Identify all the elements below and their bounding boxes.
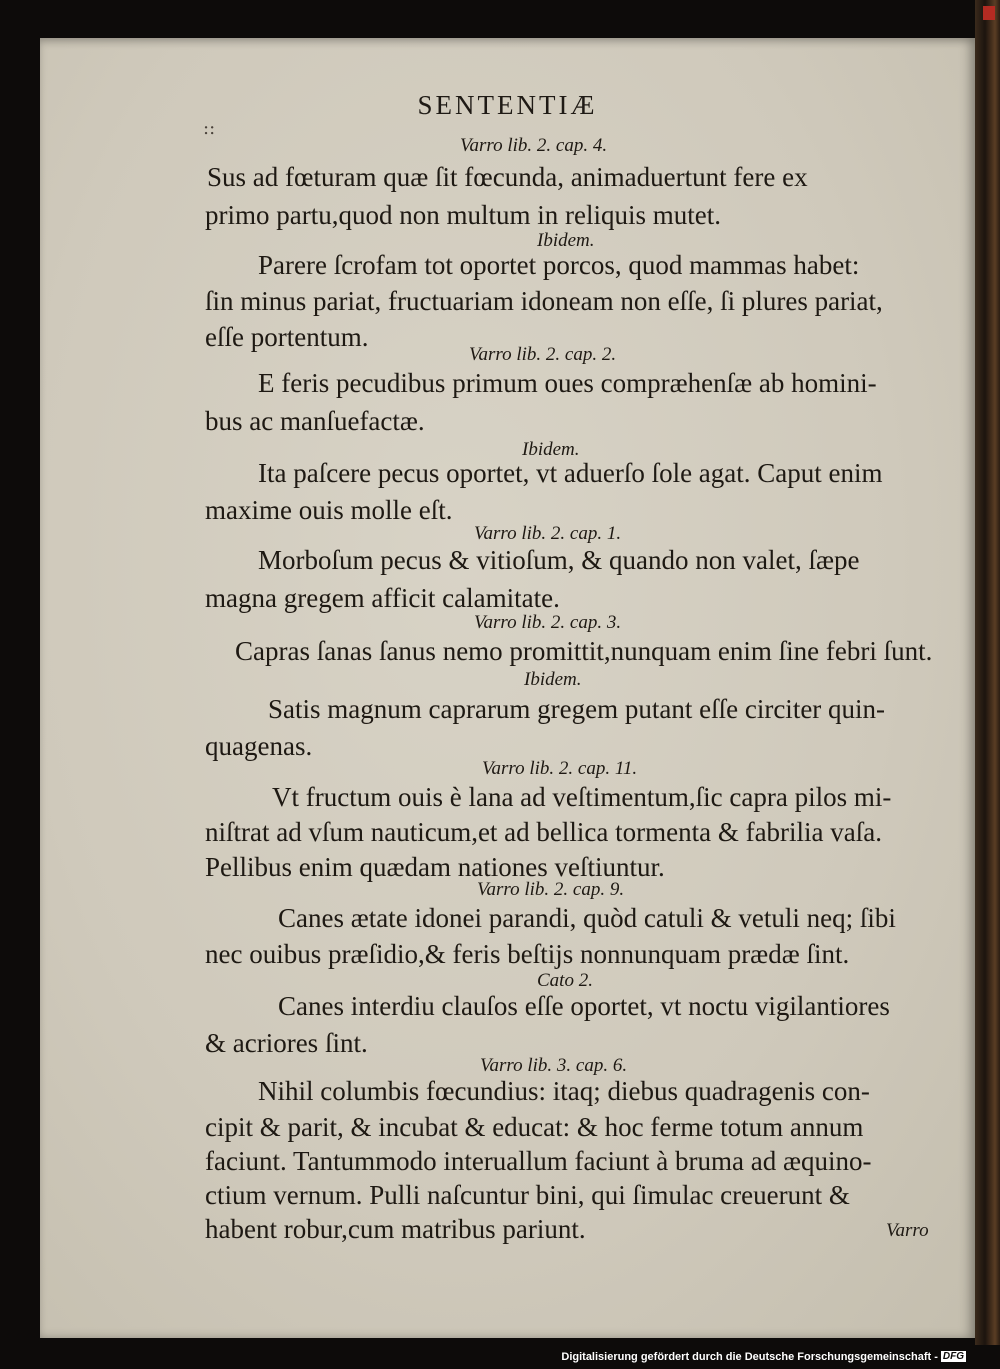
text-line: niſtrat ad vſum nauticum,et ad bellica tormenta & fabrilia vaſa. xyxy=(205,817,883,847)
text-line: Nihil columbis fœcundius: itaq; diebus quadragenis con- xyxy=(258,1076,870,1106)
text-line: eſſe portentum. xyxy=(205,322,369,352)
text-line: ctium vernum. Pulli naſcuntur bini, qui ſimulac creuerunt & xyxy=(205,1180,850,1210)
citation-caption: Ibidem. xyxy=(522,439,580,460)
dfg-logo: DFG xyxy=(942,1351,964,1362)
catchword: Varro xyxy=(886,1220,929,1241)
text-line: faciunt. Tantummodo interuallum faciunt à bruma ad æquino- xyxy=(205,1146,872,1176)
text-line: cipit & parit, & incubat & educat: & hoc ferme totum annum xyxy=(205,1112,864,1142)
citation-caption: Varro lib. 2. cap. 9. xyxy=(477,879,625,900)
text-line: quagenas. xyxy=(205,731,313,761)
citation-caption: Ibidem. xyxy=(524,669,582,690)
text-line: Canes ætate idonei parandi, quòd catuli & vetuli neq; ſibi xyxy=(278,903,896,933)
text-line: Parere ſcrofam tot oportet porcos, quod mammas habet: xyxy=(258,250,860,280)
citation-caption: Cato 2. xyxy=(537,970,593,991)
text-line: Pellibus enim quædam nationes veſtiuntur. xyxy=(205,852,665,882)
text-line: ſin minus pariat, fructuariam idoneam non eſſe, ſi plures pariat, xyxy=(205,286,883,316)
book-page xyxy=(40,38,975,1338)
text-line: nec ouibus præſidio,& feris beſtijs nonnunquam prædæ ſint. xyxy=(205,939,850,969)
book-spine xyxy=(975,0,1000,1345)
text-line: Vt fructum ouis è lana ad veſtimentum,ſic capra pilos mi- xyxy=(272,782,892,812)
text-line: Sus ad fœturam quæ ſit fœcunda, animaduertunt fere ex xyxy=(207,162,808,192)
text-line: Morboſum pecus & vitioſum, & quando non valet, ſæpe xyxy=(258,545,860,575)
text-line: magna gregem afficit calamitate. xyxy=(205,583,560,613)
text-line: Ita paſcere pecus oportet, vt aduerſo ſole agat. Caput enim xyxy=(258,458,883,488)
citation-caption: Varro lib. 2. cap. 1. xyxy=(474,523,622,544)
footer-text: Digitalisierung gefördert durch die Deutsche Forschungsgemeinschaft - xyxy=(561,1351,938,1363)
running-head: SENTENTIÆ xyxy=(417,90,598,120)
text-line: Satis magnum caprarum gregem putant eſſe circiter quin- xyxy=(268,694,886,724)
citation-caption: Ibidem. xyxy=(537,230,595,251)
citation-caption: Varro lib. 2. cap. 4. xyxy=(460,135,608,156)
citation-caption: Varro lib. 2. cap. 3. xyxy=(474,612,622,633)
text-line: Capras ſanas ſanus nemo promittit,nunquam enim ſine febri ſunt. xyxy=(235,636,933,666)
citation-caption: Varro lib. 3. cap. 6. xyxy=(480,1055,628,1076)
printer-mark: :: xyxy=(203,118,216,139)
digitization-footer xyxy=(561,1351,966,1363)
citation-caption: Varro lib. 2. cap. 11. xyxy=(482,758,638,779)
text-line: maxime ouis molle eſt. xyxy=(205,495,453,525)
text-line: E feris pecudibus primum oues compræhenſæ ab homini- xyxy=(258,368,877,398)
text-line: & acriores ſint. xyxy=(205,1028,368,1058)
text-line: Canes interdiu clauſos eſſe oportet, vt noctu vigilantiores xyxy=(278,991,890,1021)
bookmark-tab xyxy=(983,6,995,20)
text-line: primo partu,quod non multum in reliquis mutet. xyxy=(205,200,721,230)
citation-caption: Varro lib. 2. cap. 2. xyxy=(469,344,617,365)
text-line: habent robur,cum matribus pariunt. xyxy=(205,1214,586,1244)
text-line: bus ac manſuefactæ. xyxy=(205,406,425,436)
